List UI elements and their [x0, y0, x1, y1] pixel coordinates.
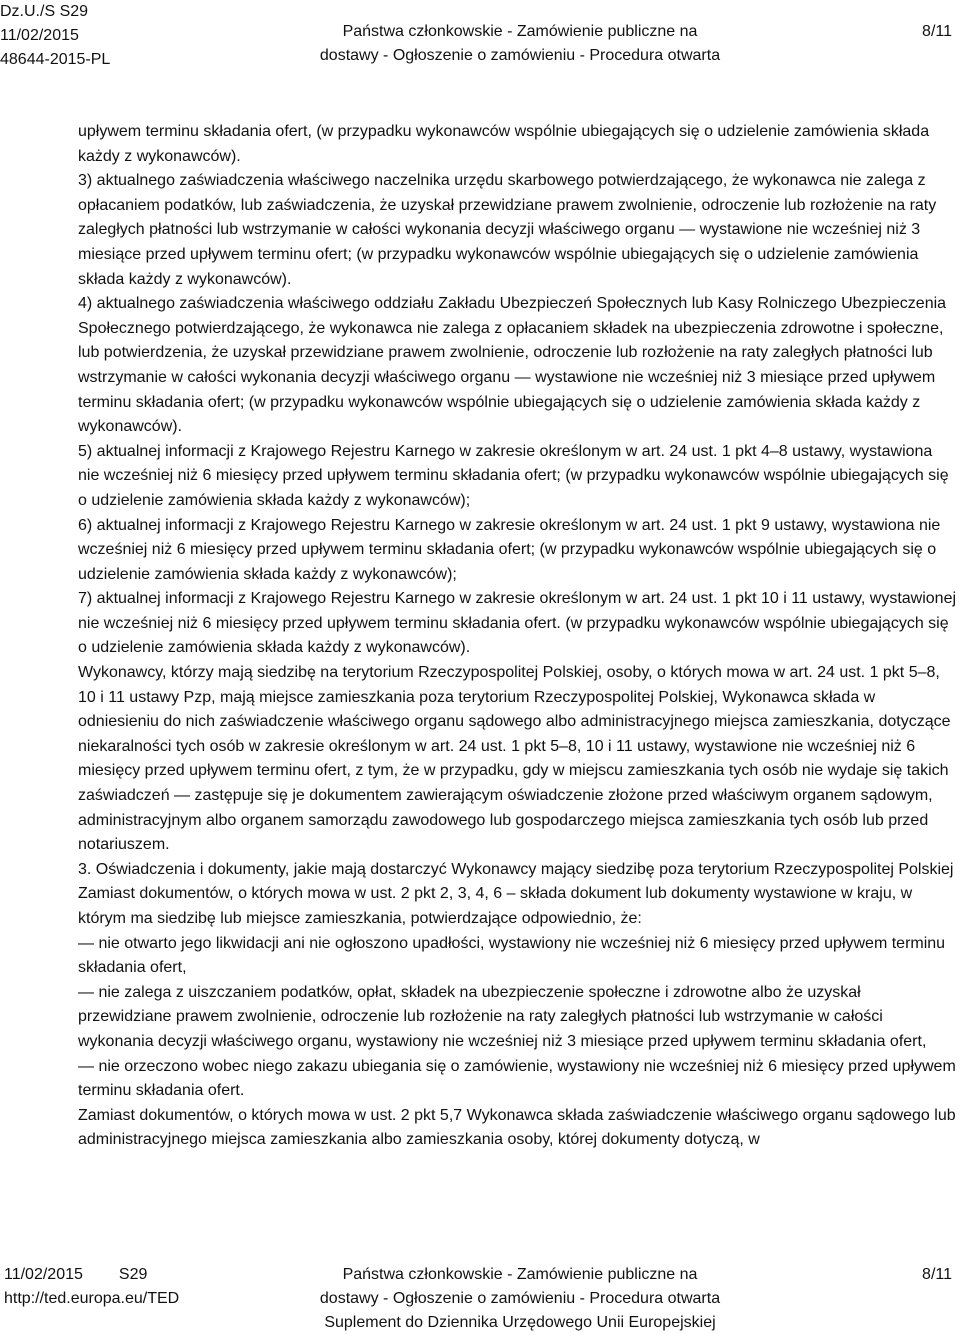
- journal-reference: Dz.U./S S29: [0, 3, 89, 20]
- paragraph: 7) aktualnej informacji z Krajowego Rejestru Karnego w zakresie określonym w art. 24 ust. 1 pkt 10 i 11 ustawy, wystawionej nie wcześniej niż 6 miesięcy przed upływem terminu składania ofert. (w przypadku wykonawców wspólnie ubiegających się o udzielenie zamówienia składa każdy z wykonawców).: [78, 590, 957, 657]
- list-item: — nie orzeczono wobec niego zakazu ubiegania się o zamówienie, wystawiony nie wcześniej niż 6 miesięcy przed upływem terminu składania ofert.: [78, 1057, 956, 1100]
- paragraph: 6) aktualnej informacji z Krajowego Rejestru Karnego w zakresie określonym w art. 24 ust. 1 pkt 9 ustawy, wystawiona nie wcześniej niż 6 miesięcy przed upływem terminu składania ofert; (w przypadku wykonawców wspólnie ubiegających się o udzielenie zamówienia składa każdy z wykonawców);: [78, 516, 941, 583]
- header-title-line-2: dostawy - Ogłoszenie o zamówieniu - Procedura otwarta: [319, 47, 721, 64]
- list-item: — nie zalega z uiszczaniem podatków, opłat, składek na ubezpieczenie społeczne i zdrowotne albo że uzyskał przewidziane prawem zwolnienie, odroczenie lub rozłożenie na raty zaległych płatności lub wstrzymanie w całości wykonania decyzji właściwego organu, wystawiony nie wcześniej niż 3 miesiące przed upływem terminu składania ofert,: [78, 983, 927, 1050]
- paragraph: 5) aktualnej informacji z Krajowego Rejestru Karnego w zakresie określonym w art. 24 ust. 1 pkt 4–8 ustawy, wystawiona nie wcześniej niż 6 miesięcy przed upływem terminu składania ofert; (w przypadku wykonawców wspólnie ubiegających się o udzielenie zamówienia składa każdy z wykonawców);: [78, 442, 949, 509]
- footer-url: http://ted.europa.eu/TED: [4, 1290, 180, 1307]
- document-body: [78, 120, 958, 1153]
- header-page-number: 8/11: [922, 23, 952, 40]
- footer-title-line-2: dostawy - Ogłoszenie o zamówieniu - Procedura otwarta: [319, 1290, 721, 1307]
- publication-date: 11/02/2015: [0, 27, 79, 44]
- footer-title-line-3: Suplement do Dziennika Urzędowego Unii Europejskiej: [324, 1314, 716, 1331]
- footer-page-number: 8/11: [922, 1266, 952, 1283]
- footer-date: 11/02/2015: [4, 1266, 83, 1283]
- section-heading: 3. Oświadczenia i dokumenty, jakie mają dostarczyć Wykonawcy mający siedzibę poza terytorium Rzeczypospolitej Polskiej: [78, 860, 954, 878]
- paragraph: Zamiast dokumentów, o których mowa w ust. 2 pkt 2, 3, 4, 6 – składa dokument lub dokumenty wystawione w kraju, w którym ma siedzibę lub miejsce zamieszkania, potwierdzające odpowiednio, że:: [78, 885, 913, 927]
- header-title-line-1: Państwa członkowskie - Zamówienie publiczne na: [342, 23, 698, 40]
- paragraph: 3) aktualnego zaświadczenia właściwego naczelnika urzędu skarbowego potwierdzającego, że wykonawca nie zalega z opłacaniem podatków, lub zaświadczenia, że uzyskał przewidziane prawem zwolnienie, odroczenie lub rozłożenie na raty zaległych płatności lub wstrzymanie w całości wykonania decyzji właściwego organu — wystawione nie wcześniej niż 3 miesiące przed upływem terminu ofert; (w przypadku wykonawców wspólnie ubiegających się o udzielenie zamówienia składa każdy z wykonawców).: [78, 172, 937, 288]
- paragraph: 4) aktualnego zaświadczenia właściwego oddziału Zakładu Ubezpieczeń Społecznych lub Kasy Rolniczego Ubezpieczenia Społecznego potwierdzającego, że wykonawca nie zalega z opłacaniem składek na ubezpieczenia zdrowotne i społeczne, lub potwierdzenia, że uzyskał przewidziane prawem zwolnienie, odroczenie lub rozłożenie na raty zaległych płatności lub wstrzymanie w całości wykonania decyzji właściwego organu — wystawione nie wcześniej niż 3 miesiące przed upływem terminu składania ofert; (w przypadku wykonawców wspólnie ubiegających się o udzielenie zamówienia składa każdy z wykonawców).: [78, 295, 947, 436]
- footer-series: S29: [118, 1266, 148, 1283]
- header-title: [0, 20, 960, 68]
- footer-title: [0, 1263, 960, 1335]
- paragraph: upływem terminu składania ofert, (w przypadku wykonawców wspólnie ubiegających się o udzielenie zamówienia składa każdy z wykonawców).: [78, 123, 930, 165]
- paragraph: Zamiast dokumentów, o których mowa w ust. 2 pkt 5,7 Wykonawca składa zaświadczenie właściwego organu sądowego lub administracyjnego miejsca zamieszkania albo zamieszkania osoby, której dokumenty dotyczą, w: [78, 1106, 956, 1149]
- list-item: — nie otwarto jego likwidacji ani nie ogłoszono upadłości, wystawiony nie wcześniej niż 6 miesięcy przed upływem terminu składania ofert,: [78, 934, 946, 977]
- notice-id: 48644-2015-PL: [0, 51, 111, 68]
- paragraph: Wykonawcy, którzy mają siedzibę na terytorium Rzeczypospolitej Polskiej, osoby, o których mowa w art. 24 ust. 1 pkt 5–8, 10 i 11 ustawy Pzp, mają miejsce zamieszkania poza terytorium Rzeczypospolitej Polskiej, Wykonawca składa w odniesieniu do nich zaświadczenie właściwego organu sądowego albo administracyjnego miejsca zamieszkania, dotyczące niekaralności tych osób w zakresie określonym w art. 24 ust. 1 pkt 5–8, 10 i 11 ustawy, wystawione nie wcześniej niż 6 miesięcy przed upływem terminu ofert, z tym, że w przypadku, gdy w miejscu zamieszkania tych osób nie wydaje się takich zaświadczeń — zastępuje się je dokumentem zawierającym oświadczenie złożone przed właściwym organem sądowym, administracyjnym albo organem samorządu zawodowego lub gospodarczego miejsca zamieszkania tych osób lub przed notariuszem.: [78, 664, 951, 854]
- footer-title-line-1: Państwa członkowskie - Zamówienie publiczne na: [342, 1266, 698, 1283]
